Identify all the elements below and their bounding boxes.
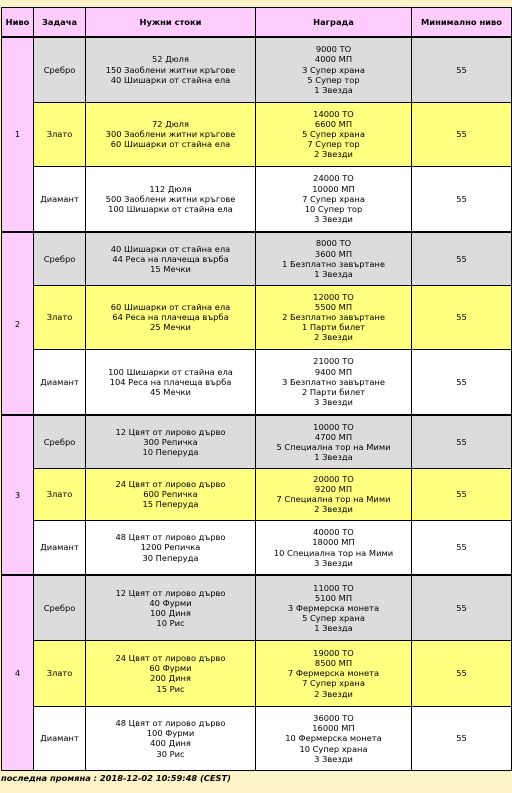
goods-line: 15 Пеперуда (142, 499, 199, 510)
reward-line: 5 Супер храна (302, 613, 365, 624)
reward-cell (256, 468, 412, 520)
goods-line: 40 Шишарки от стайна ела (110, 243, 231, 254)
table-row (2, 520, 512, 575)
min-level-cell: 55 (412, 102, 512, 166)
min-level-cell: 55 (412, 468, 512, 520)
goods-cell (86, 575, 256, 640)
reward-line: 3 Звезди (314, 214, 353, 225)
reward-cell (256, 575, 412, 640)
last-modified: последна промяна : 2018-12-02 10:59:48 (CEST) (1, 773, 231, 783)
task-cell: Сребро (34, 232, 86, 285)
table-row (2, 102, 512, 166)
reward-line: 7 Супер храна (302, 193, 365, 204)
reward-line: 2 Звезди (314, 149, 353, 160)
reward-line: 11000 ТО (313, 582, 354, 593)
goods-cell (86, 37, 256, 102)
min-level-cell: 55 (412, 575, 512, 640)
goods-line: 60 Фурми (149, 663, 192, 674)
goods-line: 24 Цвят от лирово дърво (115, 478, 226, 489)
goods-cell (86, 468, 256, 520)
reward-line: 7 Супер храна (302, 678, 365, 689)
reward-line: 10 Супер храна (299, 743, 368, 754)
reward-line: 16000 МП (312, 723, 355, 734)
reward-line: 3 Супер храна (302, 64, 365, 75)
table-row (2, 468, 512, 520)
table-row (2, 285, 512, 349)
reward-line: 4700 МП (314, 431, 353, 442)
task-cell: Сребро (34, 37, 86, 102)
reward-line: 9000 ТО (315, 44, 352, 55)
reward-cell (256, 349, 412, 415)
task-cell: Злато (34, 640, 86, 706)
min-level-cell: 55 (412, 520, 512, 575)
reward-line: 3 Звезди (314, 557, 353, 568)
reward-line: 3 Звезди (314, 753, 353, 764)
task-cell: Диамант (34, 520, 86, 575)
goods-line: 48 Цвят от лирово дърво (115, 532, 226, 543)
header-level: Ниво (2, 8, 34, 38)
reward-line: 1 Безплатно завъртане (282, 258, 385, 269)
goods-cell (86, 102, 256, 166)
goods-line: 52 Дюля (152, 54, 189, 65)
reward-line: 1 Парти билет (301, 322, 366, 333)
task-cell: Злато (34, 102, 86, 166)
table-row (2, 166, 512, 232)
goods-line: 12 Цвят от лирово дърво (115, 587, 226, 598)
task-cell: Сребро (34, 575, 86, 640)
reward-line: 2 Звезди (314, 504, 353, 515)
goods-cell (86, 349, 256, 415)
quest-table (1, 7, 512, 771)
reward-line: 2 Звезди (314, 688, 353, 699)
table-row (2, 706, 512, 770)
reward-line: 3 Безплатно завъртане (282, 376, 385, 387)
goods-line: 200 Диня (150, 673, 191, 684)
goods-line: 600 Репичка (143, 489, 198, 500)
goods-cell (86, 415, 256, 468)
reward-line: 3600 МП (314, 248, 353, 259)
task-cell: Сребро (34, 415, 86, 468)
reward-line: 9400 МП (314, 366, 353, 377)
table-row (2, 232, 512, 285)
reward-line: 19000 ТО (313, 647, 354, 658)
min-level-cell: 55 (412, 166, 512, 232)
goods-line: 40 Шишарки от стайна ела (110, 74, 231, 85)
reward-line: 2 Парти билет (301, 387, 366, 398)
goods-line: 500 Заоблени житни кръгове (105, 193, 236, 204)
reward-line: 1 Звезда (314, 452, 353, 463)
goods-line: 24 Цвят от лирово дърво (115, 652, 226, 663)
task-cell: Диамант (34, 706, 86, 770)
table-row (2, 415, 512, 468)
goods-line: 300 Заоблени житни кръгове (105, 128, 236, 139)
reward-line: 36000 ТО (313, 712, 354, 723)
table-row (2, 349, 512, 415)
goods-line: 100 Диня (150, 608, 191, 619)
reward-line: 5100 МП (314, 592, 353, 603)
min-level-cell: 55 (412, 37, 512, 102)
goods-line: 104 Реса на плачеща върба (109, 376, 232, 387)
goods-line: 72 Дюля (152, 118, 189, 129)
min-level-cell: 55 (412, 706, 512, 770)
reward-line: 4000 МП (314, 54, 353, 65)
reward-line: 8000 ТО (315, 238, 352, 249)
goods-line: 48 Цвят от лирово дърво (115, 718, 226, 729)
goods-line: 100 Шишарки от стайна ела (108, 366, 233, 377)
goods-line: 400 Диня (150, 738, 191, 749)
reward-cell (256, 415, 412, 468)
reward-line: 8500 МП (314, 658, 353, 669)
goods-cell (86, 232, 256, 285)
reward-line: 18000 МП (312, 537, 355, 548)
goods-line: 1200 Репичка (140, 542, 201, 553)
header-min-level: Минимално ниво (412, 8, 512, 38)
reward-cell (256, 640, 412, 706)
reward-cell (256, 285, 412, 349)
table-row (2, 575, 512, 640)
min-level-cell: 55 (412, 415, 512, 468)
reward-line: 10 Специална тор на Мими (273, 547, 394, 558)
goods-line: 30 Рис (156, 748, 185, 759)
reward-line: 10000 ТО (313, 421, 354, 432)
reward-line: 10000 МП (312, 183, 355, 194)
reward-line: 5500 МП (314, 301, 353, 312)
level-cell: 3 (2, 415, 34, 575)
reward-line: 40000 ТО (313, 527, 354, 538)
task-cell: Злато (34, 468, 86, 520)
quest-table-body (2, 37, 512, 771)
reward-line: 2 Безплатно завъртане (282, 312, 385, 323)
goods-line: 45 Мечки (150, 387, 191, 398)
level-cell: 4 (2, 575, 34, 770)
goods-line: 60 Шишарки от стайна ела (110, 301, 231, 312)
reward-line: 24000 ТО (313, 173, 354, 184)
goods-line: 60 Шишарки от стайна ела (110, 139, 231, 150)
goods-line: 300 Репичка (143, 436, 198, 447)
min-level-cell: 55 (412, 232, 512, 285)
reward-line: 3 Звезди (314, 397, 353, 408)
goods-line: 30 Пеперуда (142, 552, 199, 563)
reward-cell (256, 102, 412, 166)
goods-cell (86, 706, 256, 770)
goods-line: 64 Реса на плачеща върба (112, 312, 229, 323)
reward-line: 1 Звезда (314, 623, 353, 634)
goods-line: 44 Реса на плачеща върба (112, 253, 229, 264)
reward-line: 3 Фермерска монета (287, 602, 380, 613)
goods-line: 10 Пеперуда (142, 447, 199, 458)
reward-line: 12000 ТО (313, 291, 354, 302)
level-cell: 2 (2, 232, 34, 415)
reward-line: 7 Супер тор (307, 139, 360, 150)
goods-cell (86, 285, 256, 349)
reward-cell (256, 166, 412, 232)
reward-line: 21000 ТО (313, 356, 354, 367)
goods-line: 100 Фурми (146, 728, 195, 739)
task-cell: Диамант (34, 166, 86, 232)
reward-line: 1 Звезда (314, 269, 353, 280)
reward-line: 9200 МП (314, 484, 353, 495)
header-reward: Награда (256, 8, 412, 38)
reward-line: 1 Звезда (314, 85, 353, 96)
reward-cell (256, 520, 412, 575)
goods-line: 15 Рис (156, 683, 185, 694)
header-task: Задача (34, 8, 86, 38)
reward-cell (256, 232, 412, 285)
header-goods: Нужни стоки (86, 8, 256, 38)
table-row (2, 640, 512, 706)
reward-line: 5 Специална тор на Мими (276, 441, 391, 452)
goods-line: 40 Фурми (149, 597, 192, 608)
reward-line: 2 Звезди (314, 332, 353, 343)
reward-line: 20000 ТО (313, 473, 354, 484)
goods-line: 10 Рис (156, 618, 185, 629)
reward-line: 6600 МП (314, 118, 353, 129)
goods-cell (86, 640, 256, 706)
goods-line: 25 Мечки (150, 322, 191, 333)
goods-line: 12 Цвят от лирово дърво (115, 426, 226, 437)
reward-line: 14000 ТО (313, 108, 354, 119)
task-cell: Диамант (34, 349, 86, 415)
min-level-cell: 55 (412, 349, 512, 415)
reward-cell (256, 37, 412, 102)
min-level-cell: 55 (412, 285, 512, 349)
goods-cell (86, 520, 256, 575)
reward-cell (256, 706, 412, 770)
task-cell: Злато (34, 285, 86, 349)
goods-line: 150 Заоблени житни кръгове (105, 64, 236, 75)
goods-line: 100 Шишарки от стайна ела (108, 203, 233, 214)
level-cell: 1 (2, 37, 34, 232)
min-level-cell: 55 (412, 640, 512, 706)
reward-line: 10 Фермерска монета (285, 733, 382, 744)
goods-line: 15 Мечки (150, 263, 191, 274)
reward-line: 7 Фермерска монета (287, 668, 380, 679)
header-row (2, 8, 512, 38)
reward-line: 5 Супер храна (302, 128, 365, 139)
goods-cell (86, 166, 256, 232)
reward-line: 7 Специална тор на Мими (276, 494, 391, 505)
reward-line: 5 Супер тор (307, 74, 360, 85)
goods-line: 112 Дюля (149, 183, 192, 194)
table-row (2, 37, 512, 102)
reward-line: 10 Супер тор (304, 203, 363, 214)
